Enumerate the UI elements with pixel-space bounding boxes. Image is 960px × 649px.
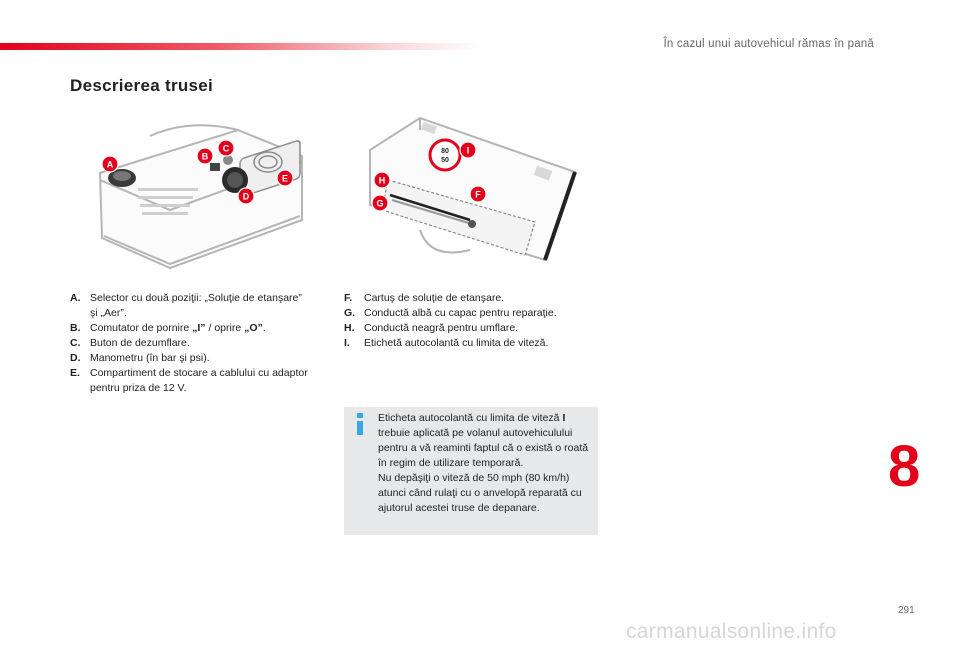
speed-sticker [430, 140, 460, 170]
callout-d [238, 188, 254, 204]
svg-text:50: 50 [441, 157, 449, 164]
legend-item-a: A. Selector cu două poziţii: „Soluţie de etanşare” şi „Aer”. [70, 292, 302, 319]
header-accent-bar [0, 43, 480, 50]
page-number: 291 [898, 605, 915, 616]
callout-e [277, 170, 293, 186]
svg-text:I: I [466, 145, 470, 156]
legend-item-d: D. Manometru (în bar şi psi). [70, 352, 210, 364]
kit-underside-illustration [360, 110, 585, 270]
svg-text:A: A [106, 159, 114, 170]
svg-text:B: B [201, 151, 209, 162]
callout-h [374, 172, 390, 188]
callout-a [102, 156, 118, 172]
info-icon [354, 413, 366, 435]
svg-text:D: D [242, 191, 250, 202]
svg-text:E: E [281, 173, 289, 184]
chapter-number: 8 [888, 434, 921, 499]
svg-text:G: G [376, 198, 384, 209]
chapter-title: În cazul unui autovehicul rămas în pană [663, 38, 874, 50]
callout-c [218, 140, 234, 156]
legend-item-e: E. Compartiment de stocare a cablului cu adaptor pentru priza de 12 V. [70, 367, 308, 394]
svg-text:F: F [475, 189, 481, 200]
callout-i [460, 142, 476, 158]
legend-item-i: I. Etichetă autocolantă cu limita de viteză. [344, 337, 549, 349]
svg-text:H: H [378, 175, 386, 186]
svg-text:C: C [222, 143, 230, 154]
svg-text:80: 80 [441, 148, 449, 155]
compressor-illustration [90, 118, 310, 278]
info-box [344, 407, 598, 535]
legend-right [344, 291, 604, 351]
info-text: Eticheta autocolantă cu limita de viteză I trebuie aplicată pe volanul autovehiculului pentru a vă reaminti faptul că o există o roată în regim de utilizare temporară. Nu depăşiţi o viteză de 50 mph (80 km/h) atunci când rulaţi cu o anvelopă reparată cu ajutorul acestei truse de depanare. [378, 412, 589, 514]
legend-item-b: B. Comutator de pornire „I” / oprire „O”. [70, 322, 266, 334]
legend-item-g: G. Conductă albă cu capac pentru reparaţie. [344, 307, 557, 319]
legend-item-h: H. Conductă neagră pentru umflare. [344, 322, 519, 334]
callout-b [197, 148, 213, 164]
callout-f [470, 186, 486, 202]
section-title: Descrierea trusei [70, 76, 214, 95]
watermark: carmanualsonline.info [626, 620, 837, 643]
legend-left [70, 291, 310, 396]
legend-item-f: F. Cartuş de soluţie de etanşare. [344, 292, 505, 304]
legend-item-c: C. Buton de dezumflare. [70, 337, 190, 349]
callout-g [372, 195, 388, 211]
